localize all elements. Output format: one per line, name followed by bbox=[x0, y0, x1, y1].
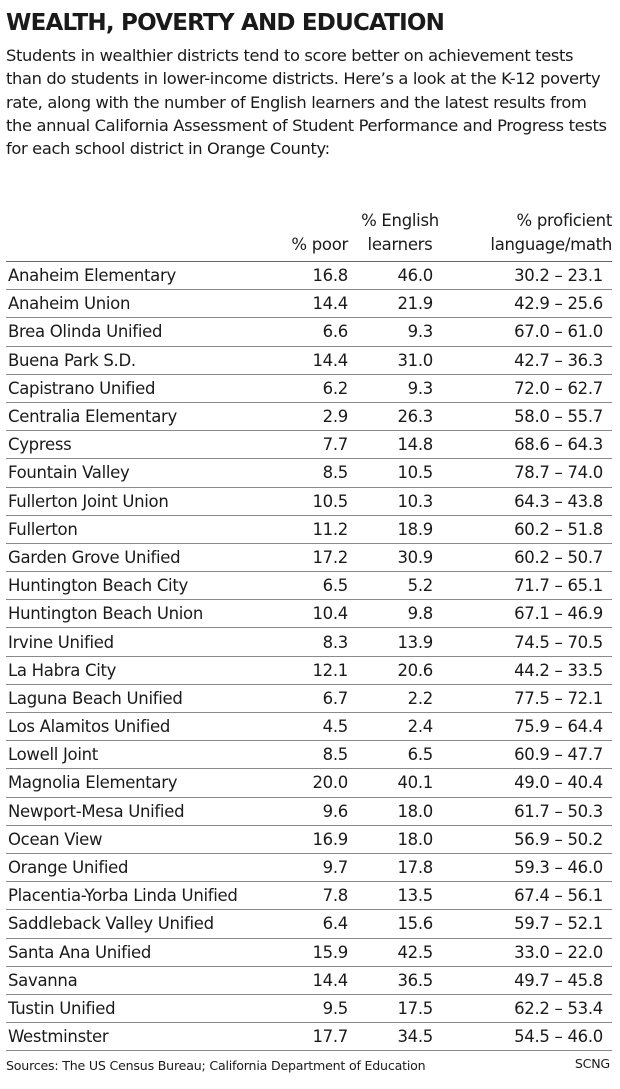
english-learners-value: 34.5 bbox=[348, 1023, 452, 1051]
table-row bbox=[6, 262, 612, 290]
table-row bbox=[6, 374, 612, 402]
english-learners-value: 2.2 bbox=[348, 684, 452, 712]
english-learners-value: 46.0 bbox=[348, 262, 452, 290]
poor-value: 2.9 bbox=[284, 402, 348, 430]
proficient-value: 77.5 – 72.1 bbox=[452, 684, 612, 712]
english-learners-value: 9.8 bbox=[348, 600, 452, 628]
proficient-value: 68.6 – 64.3 bbox=[452, 431, 612, 459]
chart-title: WEALTH, POVERTY AND EDUCATION bbox=[6, 10, 445, 36]
table-row bbox=[6, 515, 612, 543]
english-learners-value: 18.9 bbox=[348, 515, 452, 543]
poor-value: 6.6 bbox=[284, 318, 348, 346]
table-row bbox=[6, 431, 612, 459]
english-learners-value: 17.5 bbox=[348, 994, 452, 1022]
poor-value: 14.4 bbox=[284, 346, 348, 374]
english-learners-value: 13.9 bbox=[348, 628, 452, 656]
credit: SCNG bbox=[574, 1056, 610, 1071]
table-row bbox=[6, 882, 612, 910]
table-row bbox=[6, 459, 612, 487]
english-learners-value: 18.0 bbox=[348, 797, 452, 825]
table-row bbox=[6, 910, 612, 938]
english-learners-value: 30.9 bbox=[348, 543, 452, 571]
english-learners-value: 17.8 bbox=[348, 853, 452, 881]
district-name: Fountain Valley bbox=[6, 459, 284, 487]
poor-value: 14.4 bbox=[284, 290, 348, 318]
proficient-value: 67.4 – 56.1 bbox=[452, 882, 612, 910]
table-row bbox=[6, 853, 612, 881]
english-learners-value: 36.5 bbox=[348, 966, 452, 994]
english-learners-value: 6.5 bbox=[348, 741, 452, 769]
header-el-line1: % English bbox=[361, 211, 439, 230]
header-prof-line2: language/math bbox=[490, 235, 612, 254]
table-row bbox=[6, 1023, 612, 1051]
proficient-value: 78.7 – 74.0 bbox=[452, 459, 612, 487]
header-district bbox=[6, 209, 284, 262]
table-row bbox=[6, 741, 612, 769]
english-learners-value: 10.5 bbox=[348, 459, 452, 487]
district-name: Brea Olinda Unified bbox=[6, 318, 284, 346]
english-learners-value: 9.3 bbox=[348, 374, 452, 402]
poor-value: 7.8 bbox=[284, 882, 348, 910]
english-learners-value: 2.4 bbox=[348, 713, 452, 741]
district-name: Ocean View bbox=[6, 825, 284, 853]
poor-value: 7.7 bbox=[284, 431, 348, 459]
poor-value: 11.2 bbox=[284, 515, 348, 543]
proficient-value: 72.0 – 62.7 bbox=[452, 374, 612, 402]
district-name: Laguna Beach Unified bbox=[6, 684, 284, 712]
district-name: Orange Unified bbox=[6, 853, 284, 881]
proficient-value: 42.9 – 25.6 bbox=[452, 290, 612, 318]
poor-value: 8.3 bbox=[284, 628, 348, 656]
district-name: Huntington Beach Union bbox=[6, 600, 284, 628]
english-learners-value: 14.8 bbox=[348, 431, 452, 459]
proficient-value: 58.0 – 55.7 bbox=[452, 402, 612, 430]
source-note: Sources: The US Census Bureau; California Department of Education bbox=[6, 1058, 426, 1073]
english-learners-value: 26.3 bbox=[348, 402, 452, 430]
poor-value: 15.9 bbox=[284, 938, 348, 966]
district-name: Centralia Elementary bbox=[6, 402, 284, 430]
table-row bbox=[6, 966, 612, 994]
english-learners-value: 9.3 bbox=[348, 318, 452, 346]
proficient-value: 59.3 – 46.0 bbox=[452, 853, 612, 881]
proficient-value: 60.2 – 51.8 bbox=[452, 515, 612, 543]
proficient-value: 49.0 – 40.4 bbox=[452, 769, 612, 797]
table-row bbox=[6, 600, 612, 628]
poor-value: 17.7 bbox=[284, 1023, 348, 1051]
poor-value: 4.5 bbox=[284, 713, 348, 741]
english-learners-value: 40.1 bbox=[348, 769, 452, 797]
header-poor bbox=[284, 209, 348, 262]
poor-value: 6.5 bbox=[284, 572, 348, 600]
district-name: Buena Park S.D. bbox=[6, 346, 284, 374]
proficient-value: 30.2 – 23.1 bbox=[452, 262, 612, 290]
district-table bbox=[6, 209, 612, 1051]
proficient-value: 62.2 – 53.4 bbox=[452, 994, 612, 1022]
proficient-value: 61.7 – 50.3 bbox=[452, 797, 612, 825]
district-name: Irvine Unified bbox=[6, 628, 284, 656]
english-learners-value: 21.9 bbox=[348, 290, 452, 318]
table-row bbox=[6, 994, 612, 1022]
header-english-learners bbox=[348, 209, 452, 262]
district-name: Lowell Joint bbox=[6, 741, 284, 769]
proficient-value: 54.5 – 46.0 bbox=[452, 1023, 612, 1051]
table-row bbox=[6, 713, 612, 741]
poor-value: 16.9 bbox=[284, 825, 348, 853]
english-learners-value: 20.6 bbox=[348, 656, 452, 684]
proficient-value: 33.0 – 22.0 bbox=[452, 938, 612, 966]
poor-value: 10.5 bbox=[284, 487, 348, 515]
poor-value: 12.1 bbox=[284, 656, 348, 684]
poor-value: 17.2 bbox=[284, 543, 348, 571]
proficient-value: 49.7 – 45.8 bbox=[452, 966, 612, 994]
poor-value: 16.8 bbox=[284, 262, 348, 290]
table-row bbox=[6, 543, 612, 571]
table-row bbox=[6, 290, 612, 318]
table-row bbox=[6, 825, 612, 853]
table-row bbox=[6, 402, 612, 430]
proficient-value: 71.7 – 65.1 bbox=[452, 572, 612, 600]
district-name: Anaheim Union bbox=[6, 290, 284, 318]
proficient-value: 56.9 – 50.2 bbox=[452, 825, 612, 853]
english-learners-value: 42.5 bbox=[348, 938, 452, 966]
table-row bbox=[6, 684, 612, 712]
district-name: Placentia-Yorba Linda Unified bbox=[6, 882, 284, 910]
poor-value: 8.5 bbox=[284, 459, 348, 487]
district-name: Tustin Unified bbox=[6, 994, 284, 1022]
table-header bbox=[6, 209, 612, 262]
proficient-value: 74.5 – 70.5 bbox=[452, 628, 612, 656]
district-name: La Habra City bbox=[6, 656, 284, 684]
table-row bbox=[6, 769, 612, 797]
table-row bbox=[6, 572, 612, 600]
poor-value: 6.2 bbox=[284, 374, 348, 402]
district-name: Newport-Mesa Unified bbox=[6, 797, 284, 825]
district-name: Huntington Beach City bbox=[6, 572, 284, 600]
english-learners-value: 13.5 bbox=[348, 882, 452, 910]
district-name: Capistrano Unified bbox=[6, 374, 284, 402]
proficient-value: 42.7 – 36.3 bbox=[452, 346, 612, 374]
english-learners-value: 10.3 bbox=[348, 487, 452, 515]
header-proficient bbox=[452, 209, 612, 262]
header-prof-line1: % proficient bbox=[516, 211, 612, 230]
proficient-value: 60.2 – 50.7 bbox=[452, 543, 612, 571]
district-name: Cypress bbox=[6, 431, 284, 459]
proficient-value: 44.2 – 33.5 bbox=[452, 656, 612, 684]
proficient-value: 64.3 – 43.8 bbox=[452, 487, 612, 515]
intro-text: Students in wealthier districts tend to score better on achievement tests than do students in lower-income districts. Here’s a look at the K-12 poverty rate, along with the number of English learners and the latest results from the annual California Assessment of Student Performance and Progress tests for each school district in Orange County: bbox=[6, 46, 607, 159]
header-poor-line2: % poor bbox=[291, 235, 348, 254]
poor-value: 9.5 bbox=[284, 994, 348, 1022]
english-learners-value: 31.0 bbox=[348, 346, 452, 374]
table-row bbox=[6, 656, 612, 684]
poor-value: 9.7 bbox=[284, 853, 348, 881]
header-row bbox=[6, 209, 612, 262]
proficient-value: 59.7 – 52.1 bbox=[452, 910, 612, 938]
poor-value: 8.5 bbox=[284, 741, 348, 769]
proficient-value: 67.1 – 46.9 bbox=[452, 600, 612, 628]
district-name: Saddleback Valley Unified bbox=[6, 910, 284, 938]
district-name: Los Alamitos Unified bbox=[6, 713, 284, 741]
district-name: Savanna bbox=[6, 966, 284, 994]
english-learners-value: 5.2 bbox=[348, 572, 452, 600]
poor-value: 6.7 bbox=[284, 684, 348, 712]
proficient-value: 67.0 – 61.0 bbox=[452, 318, 612, 346]
poor-value: 14.4 bbox=[284, 966, 348, 994]
table-body bbox=[6, 262, 612, 1051]
district-name: Fullerton bbox=[6, 515, 284, 543]
district-name: Magnolia Elementary bbox=[6, 769, 284, 797]
graphic bbox=[6, 10, 612, 1047]
header-el-line2: learners bbox=[367, 235, 433, 254]
district-name: Westminster bbox=[6, 1023, 284, 1051]
table-row bbox=[6, 487, 612, 515]
poor-value: 9.6 bbox=[284, 797, 348, 825]
table-row bbox=[6, 797, 612, 825]
table-row bbox=[6, 318, 612, 346]
table-row bbox=[6, 938, 612, 966]
poor-value: 6.4 bbox=[284, 910, 348, 938]
table-row bbox=[6, 346, 612, 374]
poor-value: 20.0 bbox=[284, 769, 348, 797]
poor-value: 10.4 bbox=[284, 600, 348, 628]
district-name: Anaheim Elementary bbox=[6, 262, 284, 290]
district-name: Garden Grove Unified bbox=[6, 543, 284, 571]
english-learners-value: 18.0 bbox=[348, 825, 452, 853]
district-name: Santa Ana Unified bbox=[6, 938, 284, 966]
district-name: Fullerton Joint Union bbox=[6, 487, 284, 515]
english-learners-value: 15.6 bbox=[348, 910, 452, 938]
table-row bbox=[6, 628, 612, 656]
proficient-value: 60.9 – 47.7 bbox=[452, 741, 612, 769]
proficient-value: 75.9 – 64.4 bbox=[452, 713, 612, 741]
